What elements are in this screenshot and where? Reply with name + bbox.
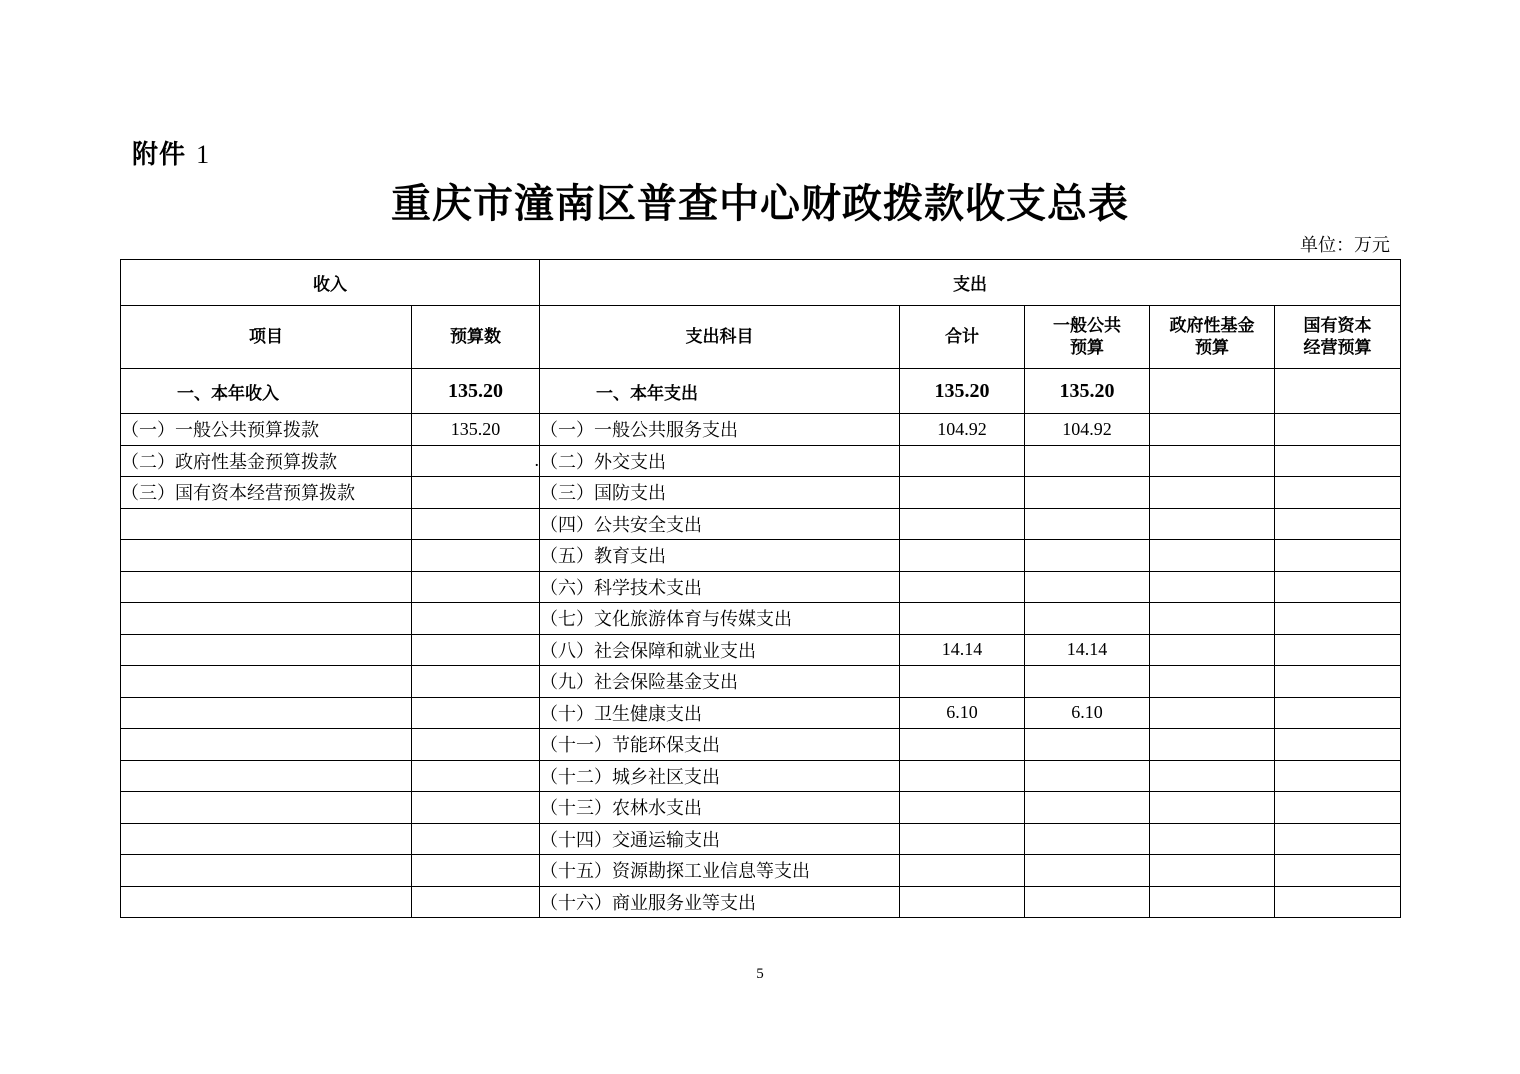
income-item-cell	[121, 823, 412, 855]
income-budget-cell	[412, 792, 540, 824]
expense-subject-cell: （六）科学技术支出	[540, 571, 900, 603]
income-header: 收入	[121, 260, 540, 306]
income-item-cell	[121, 886, 412, 918]
expense-subject-cell: （十五）资源勘探工业信息等支出	[540, 855, 900, 887]
expense-capital-cell	[1275, 477, 1401, 509]
table-row	[121, 634, 1401, 666]
expense-capital-cell	[1275, 886, 1401, 918]
expense-capital-cell	[1275, 697, 1401, 729]
expense-total-cell	[900, 540, 1025, 572]
income-item-cell	[121, 729, 412, 761]
expense-general-cell	[1025, 823, 1150, 855]
expense-capital-cell	[1275, 729, 1401, 761]
page-title: 重庆市潼南区普查中心财政拨款收支总表	[391, 180, 1129, 227]
table-row	[121, 414, 1401, 446]
expense-fund-cell	[1150, 634, 1275, 666]
col-total: 合计	[900, 306, 1025, 369]
table-row	[121, 445, 1401, 477]
table-row	[121, 540, 1401, 572]
expense-total-cell	[900, 760, 1025, 792]
expense-fund-cell	[1150, 477, 1275, 509]
expense-total-cell: 6.10	[900, 697, 1025, 729]
table-row	[121, 823, 1401, 855]
income-budget-cell	[412, 634, 540, 666]
expense-subject-cell: （十）卫生健康支出	[540, 697, 900, 729]
expense-fund-cell	[1150, 760, 1275, 792]
total-expense-total: 135.20	[900, 369, 1025, 414]
expense-capital-cell	[1275, 508, 1401, 540]
expense-subject-cell: （十三）农林水支出	[540, 792, 900, 824]
expense-general-cell	[1025, 855, 1150, 887]
expense-subject-cell: （五）教育支出	[540, 540, 900, 572]
income-item-cell	[121, 603, 412, 635]
expense-fund-cell	[1150, 571, 1275, 603]
expense-total-cell	[900, 508, 1025, 540]
expense-fund-cell	[1150, 792, 1275, 824]
table-row	[121, 571, 1401, 603]
attachment-number: 1	[196, 140, 211, 169]
expense-capital-cell	[1275, 603, 1401, 635]
expense-total-cell	[900, 729, 1025, 761]
expense-capital-cell	[1275, 414, 1401, 446]
col-fund-text: 政府性基金预算	[1169, 316, 1255, 358]
expense-general-cell	[1025, 886, 1150, 918]
expense-subject-cell: （四）公共安全支出	[540, 508, 900, 540]
expense-total-cell	[900, 855, 1025, 887]
expense-subject-cell: （十一）节能环保支出	[540, 729, 900, 761]
income-item-cell	[121, 571, 412, 603]
expense-subject-cell: （一）一般公共服务支出	[540, 414, 900, 446]
expense-total-cell	[900, 886, 1025, 918]
expense-general-cell	[1025, 540, 1150, 572]
income-item-cell	[121, 855, 412, 887]
expense-fund-cell	[1150, 540, 1275, 572]
attachment-label	[132, 134, 210, 171]
income-budget-cell	[412, 855, 540, 887]
income-budget-cell	[412, 823, 540, 855]
income-item-cell	[121, 760, 412, 792]
col-item: 项目	[121, 306, 412, 369]
expense-fund-cell	[1150, 414, 1275, 446]
expense-capital-cell	[1275, 540, 1401, 572]
income-budget-cell	[412, 540, 540, 572]
expense-total-cell	[900, 445, 1025, 477]
income-item-cell	[121, 508, 412, 540]
table-row	[121, 855, 1401, 887]
table-row	[121, 697, 1401, 729]
expense-capital-cell	[1275, 760, 1401, 792]
expense-total-cell: 104.92	[900, 414, 1025, 446]
expense-general-cell	[1025, 571, 1150, 603]
expense-capital-cell	[1275, 634, 1401, 666]
income-budget-cell	[412, 477, 540, 509]
income-budget-cell	[412, 508, 540, 540]
expense-subject-cell: （三）国防支出	[540, 477, 900, 509]
col-fund	[1150, 306, 1275, 369]
expense-general-cell	[1025, 666, 1150, 698]
expense-fund-cell	[1150, 666, 1275, 698]
expense-header: 支出	[540, 260, 1401, 306]
col-general	[1025, 306, 1150, 369]
income-budget-cell	[412, 603, 540, 635]
page-number: 5	[756, 966, 764, 982]
table-row	[121, 508, 1401, 540]
col-capital	[1275, 306, 1401, 369]
income-budget-cell: 135.20	[412, 414, 540, 446]
income-item-cell: （三）国有资本经营预算拨款	[121, 477, 412, 509]
expense-subject-cell: （十四）交通运输支出	[540, 823, 900, 855]
expense-fund-cell	[1150, 603, 1275, 635]
expense-capital-cell	[1275, 855, 1401, 887]
expense-capital-cell	[1275, 445, 1401, 477]
expense-general-cell: 6.10	[1025, 697, 1150, 729]
expense-subject-cell: （十二）城乡社区支出	[540, 760, 900, 792]
expense-general-cell	[1025, 445, 1150, 477]
expense-subject-cell: （八）社会保障和就业支出	[540, 634, 900, 666]
expense-subject-cell: （九）社会保险基金支出	[540, 666, 900, 698]
col-capital-text: 国有资本经营预算	[1303, 316, 1372, 358]
table-row	[121, 603, 1401, 635]
total-expense-general: 135.20	[1025, 369, 1150, 414]
income-item-cell	[121, 540, 412, 572]
expense-general-cell	[1025, 508, 1150, 540]
expense-fund-cell	[1150, 445, 1275, 477]
table-row	[121, 792, 1401, 824]
table-row	[121, 760, 1401, 792]
income-item-cell	[121, 697, 412, 729]
attachment-label-text: 附件	[132, 140, 187, 170]
expense-total-cell	[900, 666, 1025, 698]
total-income-label: 一、本年收入	[121, 369, 412, 414]
table-row	[121, 886, 1401, 918]
unit-label: 单位：万元	[1300, 235, 1390, 256]
section-header-row	[121, 260, 1401, 306]
income-item-cell	[121, 666, 412, 698]
expense-capital-cell	[1275, 666, 1401, 698]
expense-capital-cell	[1275, 823, 1401, 855]
income-item-cell: （二）政府性基金预算拨款	[121, 445, 412, 477]
col-subject: 支出科目	[540, 306, 900, 369]
expense-general-cell	[1025, 760, 1150, 792]
total-expense-fund	[1150, 369, 1275, 414]
total-income-value: 135.20	[412, 369, 540, 414]
expense-total-cell	[900, 477, 1025, 509]
expense-capital-cell	[1275, 571, 1401, 603]
expense-fund-cell	[1150, 855, 1275, 887]
income-item-cell	[121, 634, 412, 666]
income-item-cell	[121, 792, 412, 824]
expense-fund-cell	[1150, 886, 1275, 918]
expense-subject-cell: （十六）商业服务业等支出	[540, 886, 900, 918]
expense-subject-cell: （二）外交支出	[540, 445, 900, 477]
expense-fund-cell	[1150, 508, 1275, 540]
income-budget-cell	[412, 760, 540, 792]
expense-general-cell	[1025, 792, 1150, 824]
expense-general-cell	[1025, 603, 1150, 635]
expense-total-cell	[900, 603, 1025, 635]
total-expense-label: 一、本年支出	[540, 369, 900, 414]
expense-general-cell	[1025, 729, 1150, 761]
expense-fund-cell	[1150, 729, 1275, 761]
income-budget-cell	[412, 666, 540, 698]
expense-fund-cell	[1150, 823, 1275, 855]
expense-general-cell	[1025, 477, 1150, 509]
table-row	[121, 729, 1401, 761]
column-header-row	[121, 306, 1401, 369]
budget-table	[120, 259, 1401, 918]
expense-general-cell: 14.14	[1025, 634, 1150, 666]
col-budget: 预算数	[412, 306, 540, 369]
expense-total-cell	[900, 823, 1025, 855]
income-budget-cell	[412, 729, 540, 761]
total-expense-capital	[1275, 369, 1401, 414]
income-budget-cell: .	[412, 445, 540, 477]
expense-total-cell	[900, 792, 1025, 824]
expense-total-cell: 14.14	[900, 634, 1025, 666]
income-budget-cell	[412, 697, 540, 729]
income-budget-cell	[412, 571, 540, 603]
table-row	[121, 666, 1401, 698]
expense-general-cell: 104.92	[1025, 414, 1150, 446]
expense-total-cell	[900, 571, 1025, 603]
income-budget-cell	[412, 886, 540, 918]
col-general-text: 一般公共预算	[1053, 316, 1121, 358]
expense-subject-cell: （七）文化旅游体育与传媒支出	[540, 603, 900, 635]
table-row	[121, 477, 1401, 509]
total-row	[121, 369, 1401, 414]
expense-capital-cell	[1275, 792, 1401, 824]
income-item-cell: （一）一般公共预算拨款	[121, 414, 412, 446]
expense-fund-cell	[1150, 697, 1275, 729]
